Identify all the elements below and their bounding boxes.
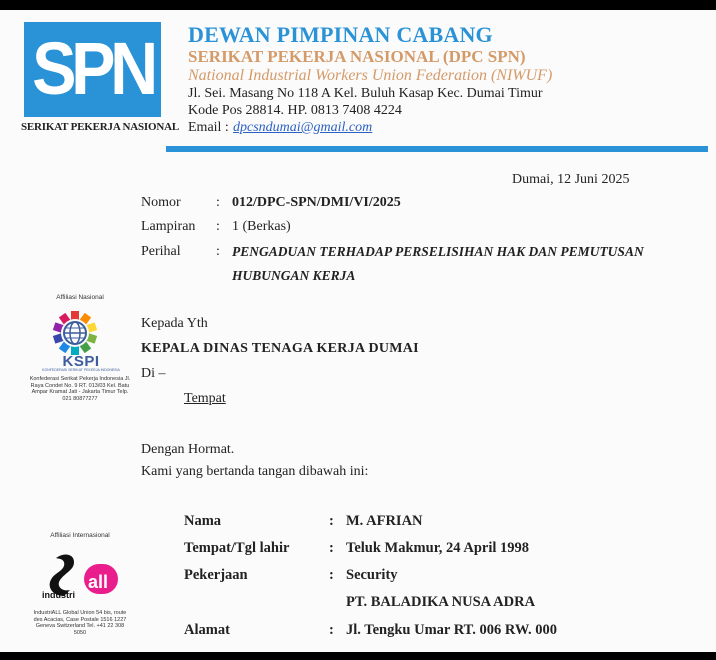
industriall-word: industri xyxy=(42,590,75,600)
kspi-address: Konfederasi Serikat Pekerja Indonesia Jl. Raya Condet No. 9 RT. 013/03 Kel. Batu Ampar Kramat Jati - Jakarta Timur Telp. 021 80877277 xyxy=(29,376,131,402)
org-address: Jl. Sei. Masang No 118 A Kel. Buluh Kasap Kec. Dumai Timur xyxy=(188,86,543,101)
identity-value-nama: M. AFRIAN xyxy=(346,513,423,529)
email-link[interactable]: dpcsndumai@gmail.com xyxy=(233,120,373,135)
intro-sentence: Kami yang bertanda tangan dibawah ini: xyxy=(141,464,369,479)
kspi-label: KSPI xyxy=(62,353,100,370)
greeting: Dengan Hormat. xyxy=(141,442,235,457)
identity-label-alamat: Alamat xyxy=(184,622,230,638)
identity-value-company: PT. BALADIKA NUSA ADRA xyxy=(346,594,536,610)
kepada-yth: Kepada Yth xyxy=(141,316,208,331)
letter-page xyxy=(0,10,716,652)
kspi-gear-icon xyxy=(52,310,98,356)
industriall-address: IndustriALL Global Union 54 bis, route des Acacias, Case Postale 1516 1227 Geneva Switzerland Tel. +41 22 308 5050 xyxy=(33,610,127,636)
nomor-value: 012/DPC-SPN/DMI/VI/2025 xyxy=(232,195,401,210)
identity-colon: : xyxy=(329,622,334,638)
org-postal-phone: Kode Pos 28814. HP. 0813 7408 4224 xyxy=(188,103,402,118)
identity-label-nama: Nama xyxy=(184,513,222,529)
identity-label-pekerjaan: Pekerjaan xyxy=(184,567,248,583)
industriall-all-mark: all xyxy=(88,572,109,592)
lampiran-label: Lampiran xyxy=(141,219,196,234)
lampiran-colon: : xyxy=(216,219,220,234)
perihal-label: Perihal xyxy=(141,244,181,259)
identity-colon: : xyxy=(329,540,334,556)
spn-logo xyxy=(24,22,161,117)
perihal-subject-line-1: PENGADUAN TERHADAP PERSELISIHAN HAK DAN PEMUTUSAN xyxy=(232,244,644,259)
recipient: KEPALA DINAS TENAGA KERJA DUMAI xyxy=(141,341,419,356)
identity-label-ttl: Tempat/Tgl lahir xyxy=(184,540,290,556)
national-affiliation-label: Affiliasi Nasional xyxy=(56,294,104,301)
lampiran-value: 1 (Berkas) xyxy=(232,219,291,234)
di-line: Di – xyxy=(141,366,166,381)
nomor-colon: : xyxy=(216,195,220,210)
identity-value-pekerjaan: Security xyxy=(346,567,398,583)
perihal-subject-line-2: HUBUNGAN KERJA xyxy=(232,268,356,283)
kspi-tagline: KONFEDERASI SERIKAT PEKERJA INDONESIA xyxy=(42,368,120,372)
email-label: Email : xyxy=(188,120,229,135)
logo-caption: SERIKAT PEKERJA NASIONAL xyxy=(21,121,179,133)
org-english-name: National Industrial Workers Union Federation (NIWUF) xyxy=(188,67,553,84)
org-subtitle: SERIKAT PEKERJA NASIONAL (DPC SPN) xyxy=(188,47,526,66)
nomor-label: Nomor xyxy=(141,195,181,210)
identity-value-ttl: Teluk Makmur, 24 April 1998 xyxy=(346,540,530,556)
identity-value-alamat: Jl. Tengku Umar RT. 006 RW. 000 xyxy=(346,622,558,638)
perihal-colon: : xyxy=(216,244,220,259)
international-affiliation-label: Affiliasi Internasional xyxy=(50,532,110,539)
org-title: DEWAN PIMPINAN CABANG xyxy=(188,22,493,47)
identity-colon: : xyxy=(329,567,334,583)
header-divider xyxy=(166,146,708,152)
tempat: Tempat xyxy=(184,391,226,406)
letter-date: Dumai, 12 Juni 2025 xyxy=(512,172,630,187)
spn-logo-text: SPN xyxy=(32,27,153,110)
identity-colon: : xyxy=(329,513,334,529)
